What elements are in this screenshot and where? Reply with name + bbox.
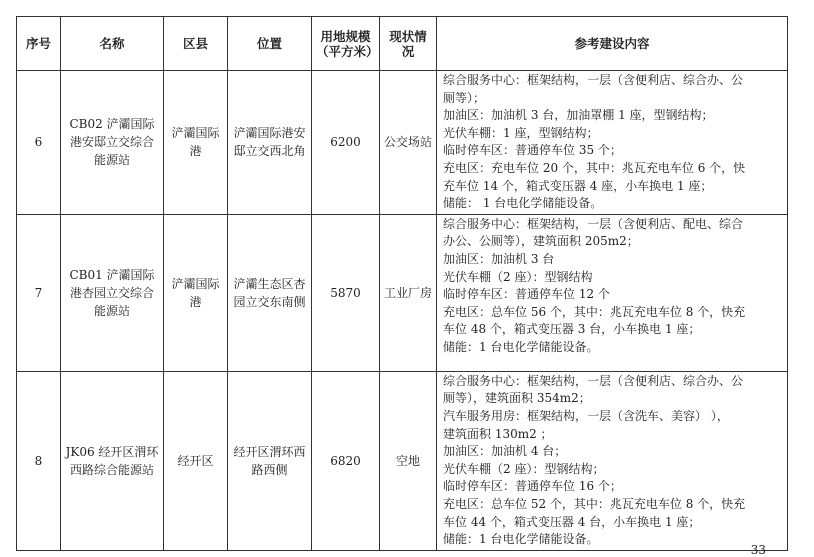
- row-name: [61, 214, 164, 371]
- row-seq: 7: [17, 214, 61, 371]
- content-line: 充电区：充电车位 20 个，其中：兆瓦充电车位 6 个，快: [443, 160, 746, 175]
- district-name: 浐灞国际港: [171, 276, 220, 309]
- header-district: 区县: [164, 17, 228, 71]
- content-line: 充车位 14 个，箱式变压器 4 座，小车换电 1 座；: [443, 178, 713, 193]
- content-line: 加油区：加油机 3 台: [443, 251, 555, 266]
- row-status: [380, 71, 437, 215]
- content-line: 汽车服务用房：框架结构，一层（含洗车、美容） ），: [443, 408, 729, 423]
- content-line: 充电区：总车位 52 个，其中：兆瓦充电车位 8 个，快充: [443, 496, 746, 511]
- row-content: [437, 214, 788, 371]
- content-line: 建筑面积 130m2 ；: [443, 426, 553, 441]
- row-seq: 6: [17, 71, 61, 215]
- station-name: JK06 经开区渭环西路综合能源站: [65, 444, 159, 477]
- content-line: 临时停车区：普通停车位 35 个；: [443, 143, 622, 158]
- content-line: 厕等），建筑面积 354m2；: [443, 391, 591, 406]
- content-line: 储能：1 台电化学储能设备。: [443, 532, 599, 547]
- content-line: 综合服务中心：框架结构，一层（含便利店、综合办、公: [443, 373, 744, 388]
- row-area: 6200: [312, 71, 380, 215]
- row-district: [164, 71, 228, 215]
- header-status: 现状情况: [380, 17, 437, 71]
- district-name: 浐灞国际港: [171, 126, 220, 159]
- header-content: 参考建设内容: [437, 17, 788, 71]
- row-status: [380, 214, 437, 371]
- row-location: [228, 214, 312, 371]
- content-line: 加油区：加油机 4 台；: [443, 444, 567, 459]
- row-content: [437, 71, 788, 215]
- status-text: 公交场站: [384, 135, 433, 150]
- header-location: 位置: [228, 17, 312, 71]
- construction-table: [16, 16, 788, 551]
- station-name: CB02 浐灞国际港安邸立交综合能源站: [69, 117, 155, 168]
- header-row: [17, 17, 788, 71]
- content-line: 加油区：加油机 3 台，加油罩棚 1 座，型钢结构；: [443, 108, 714, 123]
- content-line: 综合服务中心：框架结构，一层（含便利店、综合办、公: [443, 73, 744, 87]
- row-district: [164, 214, 228, 371]
- page-number: 33: [750, 543, 766, 557]
- content-line: 办公、公厕等），建筑面积 205m2；: [443, 234, 639, 249]
- row-content: [437, 371, 788, 550]
- content-line: 综合服务中心：框架结构，一层（含便利店、配电、综合: [443, 216, 744, 231]
- table-row: [17, 371, 788, 550]
- content-line: 厕等）；: [443, 90, 486, 105]
- row-district: [164, 371, 228, 550]
- row-status: [380, 371, 437, 550]
- content-line: 临时停车区：普通停车位 16 个；: [443, 479, 622, 494]
- table-row: [17, 71, 788, 215]
- station-name: CB01 浐灞国际港杏园立交综合能源站: [69, 267, 155, 318]
- header-name: 名称: [61, 17, 164, 71]
- district-name: 经开区: [177, 453, 214, 468]
- content-line: 车位 48 个，箱式变压器 3 台，小车换电 1 座；: [443, 322, 701, 337]
- content-line: 临时停车区：普通停车位 12 个: [443, 287, 610, 302]
- status-text: 空地: [395, 453, 420, 468]
- content-line: 充电区：总车位 56 个，其中：兆瓦充电车位 8 个，快充: [443, 304, 746, 319]
- content-line: 光伏车棚（2 座）：型钢结构；: [443, 461, 605, 476]
- row-location: [228, 371, 312, 550]
- content-line: 储能： 1 台电化学储能设备。: [443, 196, 603, 211]
- location-text: 浐灞国际港安邸立交西北角: [233, 126, 306, 159]
- location-text: 经开区渭环西路西侧: [233, 444, 306, 477]
- location-text: 浐灞生态区杏园立交东南侧: [233, 276, 306, 309]
- table-row: [17, 214, 788, 371]
- status-text: 工业厂房: [384, 285, 433, 300]
- header-seq: 序号: [17, 17, 61, 71]
- content-line: 车位 44 个，箱式变压器 4 台，小车换电 1 座；: [443, 514, 701, 529]
- content-line: 光伏车棚：1 座，型钢结构；: [443, 125, 599, 140]
- row-area: 6820: [312, 371, 380, 550]
- content-line: 储能：1 台电化学储能设备。: [443, 339, 599, 354]
- row-name: [61, 371, 164, 550]
- row-name: [61, 71, 164, 215]
- content-line: 光伏车棚（2 座）：型钢结构: [443, 269, 593, 284]
- header-area: 用地规模（平方米）: [312, 17, 380, 71]
- row-area: 5870: [312, 214, 380, 371]
- row-location: [228, 71, 312, 215]
- row-seq: 8: [17, 371, 61, 550]
